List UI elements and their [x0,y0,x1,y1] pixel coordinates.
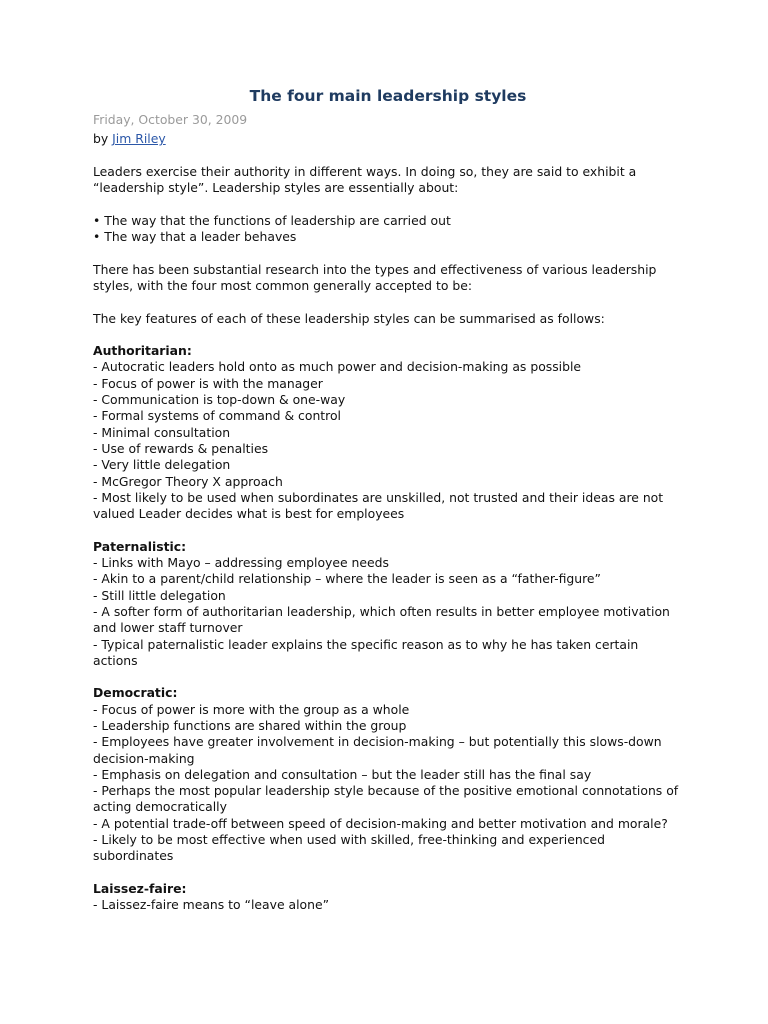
page-title: The four main leadership styles [249,87,527,105]
section-laissezfaire [93,881,683,914]
bullet-item: • The way that a leader behaves [93,229,297,245]
section-item: - Typical paternalistic leader explains the specific reason as to why he has taken certain actions [93,636,639,668]
section-item: - Leadership functions are shared within the group [93,717,407,733]
section-item: - Still little delegation [93,587,226,603]
section-item: - Autocratic leaders hold onto as much power and decision-making as possible [93,359,582,375]
intro-paragraph: Leaders exercise their authority in different ways. In doing so, they are said to exhibit a “leadership style”. Leadership styles are essentially about: [93,163,637,196]
section-item: - Perhaps the most popular leadership style because of the positive emotional connotations of acting democratically [93,783,679,815]
section-item: - Likely to be most effective when used with skilled, free-thinking and experienced subordinates [93,832,605,864]
section-item: - Minimal consultation [93,424,231,440]
section-heading: Laissez-faire: [93,880,187,896]
section-item: - Use of rewards & penalties [93,440,269,456]
section-item: - Focus of power is more with the group as a whole [93,701,410,717]
section-democratic [93,685,683,864]
byline-prefix: by [93,131,113,147]
section-item: - Employees have greater involvement in decision-making – but potentially this slows-down decision-making [93,734,662,766]
section-paternalistic [93,539,683,669]
section-item: - Communication is top-down & one-way [93,392,346,408]
author-link[interactable]: Jim Riley [112,131,166,147]
section-heading: Authoritarian: [93,343,192,359]
section-heading: Democratic: [93,685,178,701]
section-item: - Focus of power is with the manager [93,375,323,391]
section-item: - McGregor Theory X approach [93,473,283,489]
byline [93,131,683,147]
article [93,86,683,914]
bullet-item: • The way that the functions of leadership are carried out [93,212,451,228]
section-item: - Most likely to be used when subordinates are unskilled, not trusted and their ideas are not valued Leader decides what is best for employees [93,489,664,522]
bullet-list [93,213,683,246]
section-item: - Akin to a parent/child relationship – where the leader is seen as a “father-figure” [93,571,601,587]
section-authoritarian [93,343,683,522]
section-item: - Very little delegation [93,457,231,473]
post-date: Friday, October 30, 2009 [93,112,248,127]
section-item: - Emphasis on delegation and consultation – but the leader still has the final say [93,766,592,782]
summary-paragraph: The key features of each of these leadership styles can be summarised as follows: [93,310,605,326]
research-paragraph: There has been substantial research into the types and effectiveness of various leadership styles, with the four most common generally accepted to be: [93,261,657,293]
section-item: - Laissez-faire means to “leave alone” [93,897,330,913]
section-item: - Formal systems of command & control [93,408,341,424]
section-item: - Links with Mayo – addressing employee needs [93,555,389,571]
section-heading: Paternalistic: [93,538,187,554]
leadership-sections [93,343,683,913]
section-item: - A potential trade-off between speed of decision-making and better motivation and morale? [93,815,668,831]
section-item: - A softer form of authoritarian leadership, which often results in better employee motivation and lower staff turnover [93,603,670,636]
